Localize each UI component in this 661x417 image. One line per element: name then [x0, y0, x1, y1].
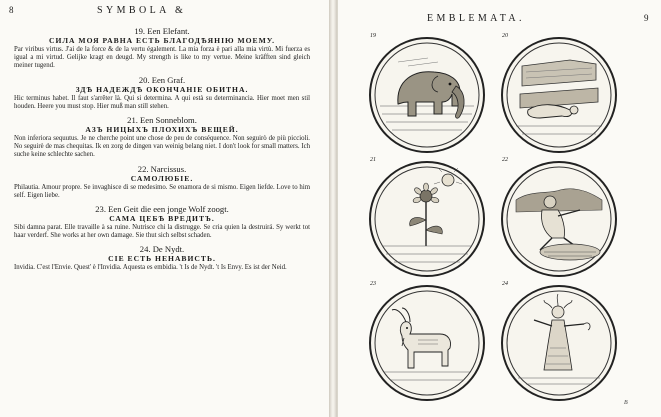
entry-21 — [14, 115, 310, 160]
medallion-elephant — [368, 33, 486, 154]
medallion-number: 19 — [370, 33, 376, 39]
entry-title: 24. De Nydt. — [139, 244, 185, 255]
medallion-number: 20 — [502, 33, 508, 39]
left-page-number: 8 — [9, 5, 16, 15]
left-running-head: SYMBOLA & — [97, 5, 187, 16]
entry-translations: Non inferiora sequutus. Je ne cherche point une chose de peu de conséquence. Non seguirò de più piccioli. No seguirè de mas chequitas. Ik en zorg de dingen van weinig belang niet. I don't look for small matters. Ich suche keine schlechte sachen. — [14, 135, 310, 159]
entry-title: 20. Een Graf. — [138, 74, 186, 85]
right-page — [337, 0, 661, 417]
medallion-sunflower — [368, 157, 486, 278]
medallion-number: 21 — [370, 157, 376, 163]
narcissus-engraving — [500, 160, 618, 278]
entry-translations: Invidia. C'est l'Envie. Quest' è l'Invidia. Aquesta es embidia. 't Is de Nydt. 't Is Envy. Es ist der Neid. — [14, 264, 287, 272]
entry-20 — [14, 75, 310, 111]
entry-slavonic-motto: СІЕ ЕСТЬ НЕНАВИСТЬ. — [108, 254, 216, 264]
entry-title: 23. Een Geit die een jonge Wolf zoogt. — [95, 204, 229, 215]
entry-22 — [14, 164, 310, 200]
entry-translations: Hic terminus habet. Il faut s'arrêter là. Qui si determina. A qui està su determinancia. Hier moet men stil houden. Heere you must stop. Hier muß man still stehen. — [14, 94, 310, 110]
envy-engraving — [500, 284, 618, 402]
medallion-narcissus — [500, 157, 618, 278]
entry-translations: Philautia. Amour propre. Se invaghisce di se medesimo. Se enamora de si mismo. Eigen liefde. Love to him self. Eigen liebe. — [14, 183, 310, 199]
book-gutter — [329, 0, 337, 417]
entry-23 — [14, 204, 310, 240]
medallion-envy — [500, 281, 618, 402]
entry-slavonic-motto: СИЛА МОЯ РАВНА ЕСТЬ БЛАГОДѢЯНІЮ МОЕМУ. — [48, 36, 276, 45]
medallion-goat — [368, 281, 486, 402]
medallion-grave — [500, 33, 618, 154]
entry-title: 22. Narcissus. — [137, 163, 187, 174]
entry-24 — [14, 244, 310, 272]
goat-engraving — [368, 284, 486, 402]
entry-19 — [14, 26, 310, 71]
entry-slavonic-motto: САМОЛЮБІЕ. — [130, 173, 194, 183]
entry-translations: Sibi damna parat. Elle travaille à sa ruine. Nutrisce chi la distrugge. Se cria quien la destruirá. Sy werkt tot haar verderf. She works at her own damage. Sie thut sich selbst schaden. — [14, 224, 310, 240]
entry-title: 21. Een Sonneblom. — [127, 115, 197, 126]
left-page — [0, 0, 330, 417]
entry-translations: Par viribus virtus. J'ai de la force & de la vertu également. La mia forza è pari alla mia virtù. Mi fuerza es igual a mi virtud. Gelijke kragt en deugd. My strength is like to my vertue. Meine kräfften sind gleich meiner tugend. — [14, 46, 310, 70]
medallion-number: 23 — [370, 281, 376, 287]
grave-engraving — [500, 36, 618, 154]
sunflower-engraving — [368, 160, 486, 278]
right-page-number: 9 — [644, 13, 649, 23]
entry-slavonic-motto: САМА ЦЕБѢ ВРЕДИТЪ. — [109, 214, 215, 224]
medallion-number: 22 — [502, 157, 508, 163]
entry-title: 19. Een Elefant. — [134, 26, 190, 36]
symbol-entries — [14, 26, 310, 277]
medallion-number: 24 — [502, 281, 508, 287]
elephant-engraving — [368, 36, 486, 154]
right-running-head: EMBLEMATA. — [427, 13, 525, 24]
entry-slavonic-motto: АЗЪ НИЦЫХЪ ПЛОХИХЪ ВЕЩЕЙ. — [85, 125, 239, 135]
entry-slavonic-motto: ЗДѢ НАДЕЖДѢ ОКОНЧАНІЕ ОБИТНА. — [75, 84, 249, 94]
printer-signature: B — [624, 400, 628, 406]
